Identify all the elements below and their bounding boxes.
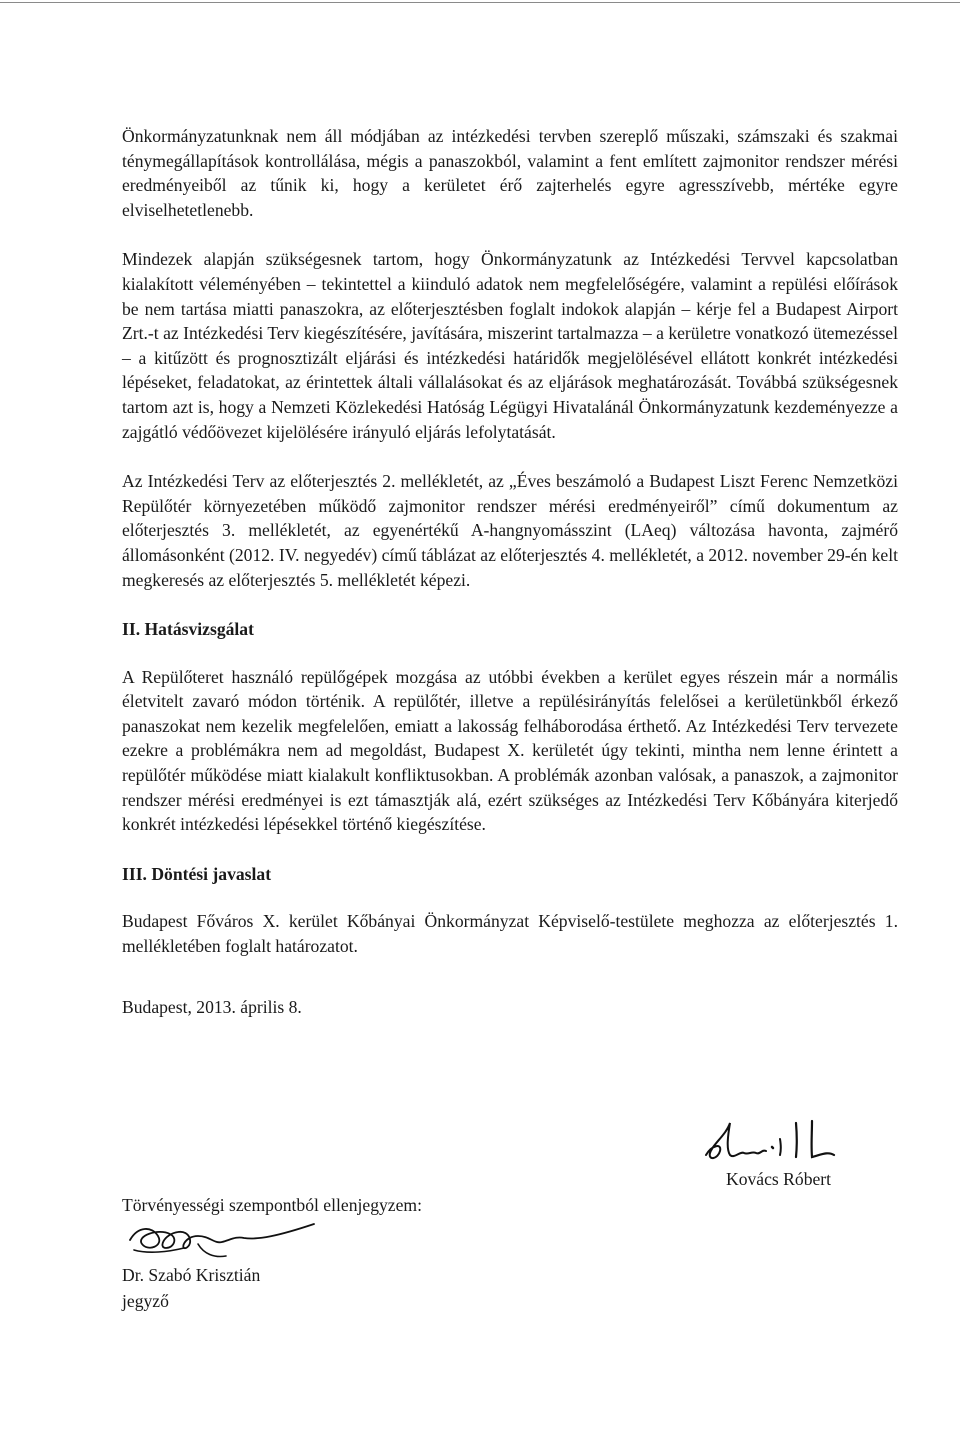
date-line: Budapest, 2013. április 8.	[122, 996, 302, 1017]
paragraph-impact: A Repülőteret használó repülőgépek mozgása az utóbbi években a kerület egyes részein már a normális életvitelt zavaró módon történik. A repülőtér, illetve a repülésirányítás felelősei a kerületünkből érkező panaszokat nem kezelik megfelelően, emiatt a lakosság felháborodása érthető. Az Intézkedési Terv tervezete ezekre a problémákra nem ad megoldást, Budapest X. kerületét úgy tekinti, mintha nem lenne érintett a repülőtér működése miatt kialakult konfliktusokban. A problémák azonban valósak, a panaszok, a zajmonitor rendszer mérési eredményei is ezt támasztják alá, ezért szükséges az Intézkedési Terv Kőbányára kiterjedő konkrét intézkedési lépésekkel történő kiegészítése.	[122, 666, 898, 835]
heading-impact-assessment: II. Hatásvizsgálat	[122, 619, 254, 640]
paragraph-annexes: Az Intézkedési Terv az előterjesztés 2. mellékletét, az „Éves beszámoló a Budapest Liszt Ferenc Nemzetközi Repülőtér környezetében működő zajmonitor rendszer mérési eredményeiről” című dokumentum az előterjesztés 3. mellékletét, az egyenértékű A-hangnyomásszint (LAeq) változása havonta, zajmérő állomásonként (2012. IV. negyedév) című táblázat az előterjesztés 4. mellékletét, a 2012. november 29-én kelt megkeresés az előterjesztés 5. mellékletét képezi.	[122, 471, 898, 590]
paragraph-proposal: Mindezek alapján szükségesnek tartom, hogy Önkormányzatunk az Intézkedési Tervvel kapcsolatban kialakított véleményében – tekintettel a kiinduló adatok nem megfelelőségére, valamint a repülési előírások be nem tartása miatti panaszokra, az előterjesztésben foglalt indokok alapján – kérje fel a Budapest Airport Zrt.-t az Intézkedési Terv kiegészítésére, javítására, miszerint tartalmazza – a kerületre vonatkozó ütemezéssel – a kitűzött és prognosztizált eljárási és intézkedési határidők megjelölésével ellátott konkrét intézkedési lépéseket, feladatokat, az érintettek általi vállalásokat és az eljárások meghatározását. Továbbá szükségesnek tartom azt is, hogy a Nemzeti Közlekedési Hatóság Légügyi Hivatalánál Önkormányzatunk kezdeményezze a zajgátló védőövezet kijelölésére irányuló eljárás lefolytatását.	[122, 249, 898, 442]
mayor-signature	[700, 1115, 900, 1170]
notary-title: jegyző	[122, 1291, 169, 1311]
countersign-label: Törvényességi szempontból ellenjegyzem:	[122, 1195, 422, 1215]
paragraph-decision: Budapest Főváros X. kerület Kőbányai Önkormányzat Képviselő-testülete meghozza az előterjesztés 1. mellékletében foglalt határozatot.	[122, 911, 898, 957]
heading-decision-proposal: III. Döntési javaslat	[122, 863, 272, 884]
mayor-name: Kovács Róbert	[726, 1169, 832, 1189]
top-rule	[0, 2, 960, 3]
document-body	[122, 124, 898, 1019]
notary-name: Dr. Szabó Krisztián	[122, 1265, 261, 1285]
paragraph-intro: Önkormányzatunknak nem áll módjában az intézkedési tervben szereplő műszaki, számszaki és szakmai ténymegállapítások kontrollálása, mégis a panaszokból, valamint a fent említett zajmonitor rendszer mérési eredményeiből az tűnik ki, hogy a kerületet érő zajterhelés egyre agresszívebb, mértéke egyre elviselhetetlenebb.	[122, 126, 898, 220]
